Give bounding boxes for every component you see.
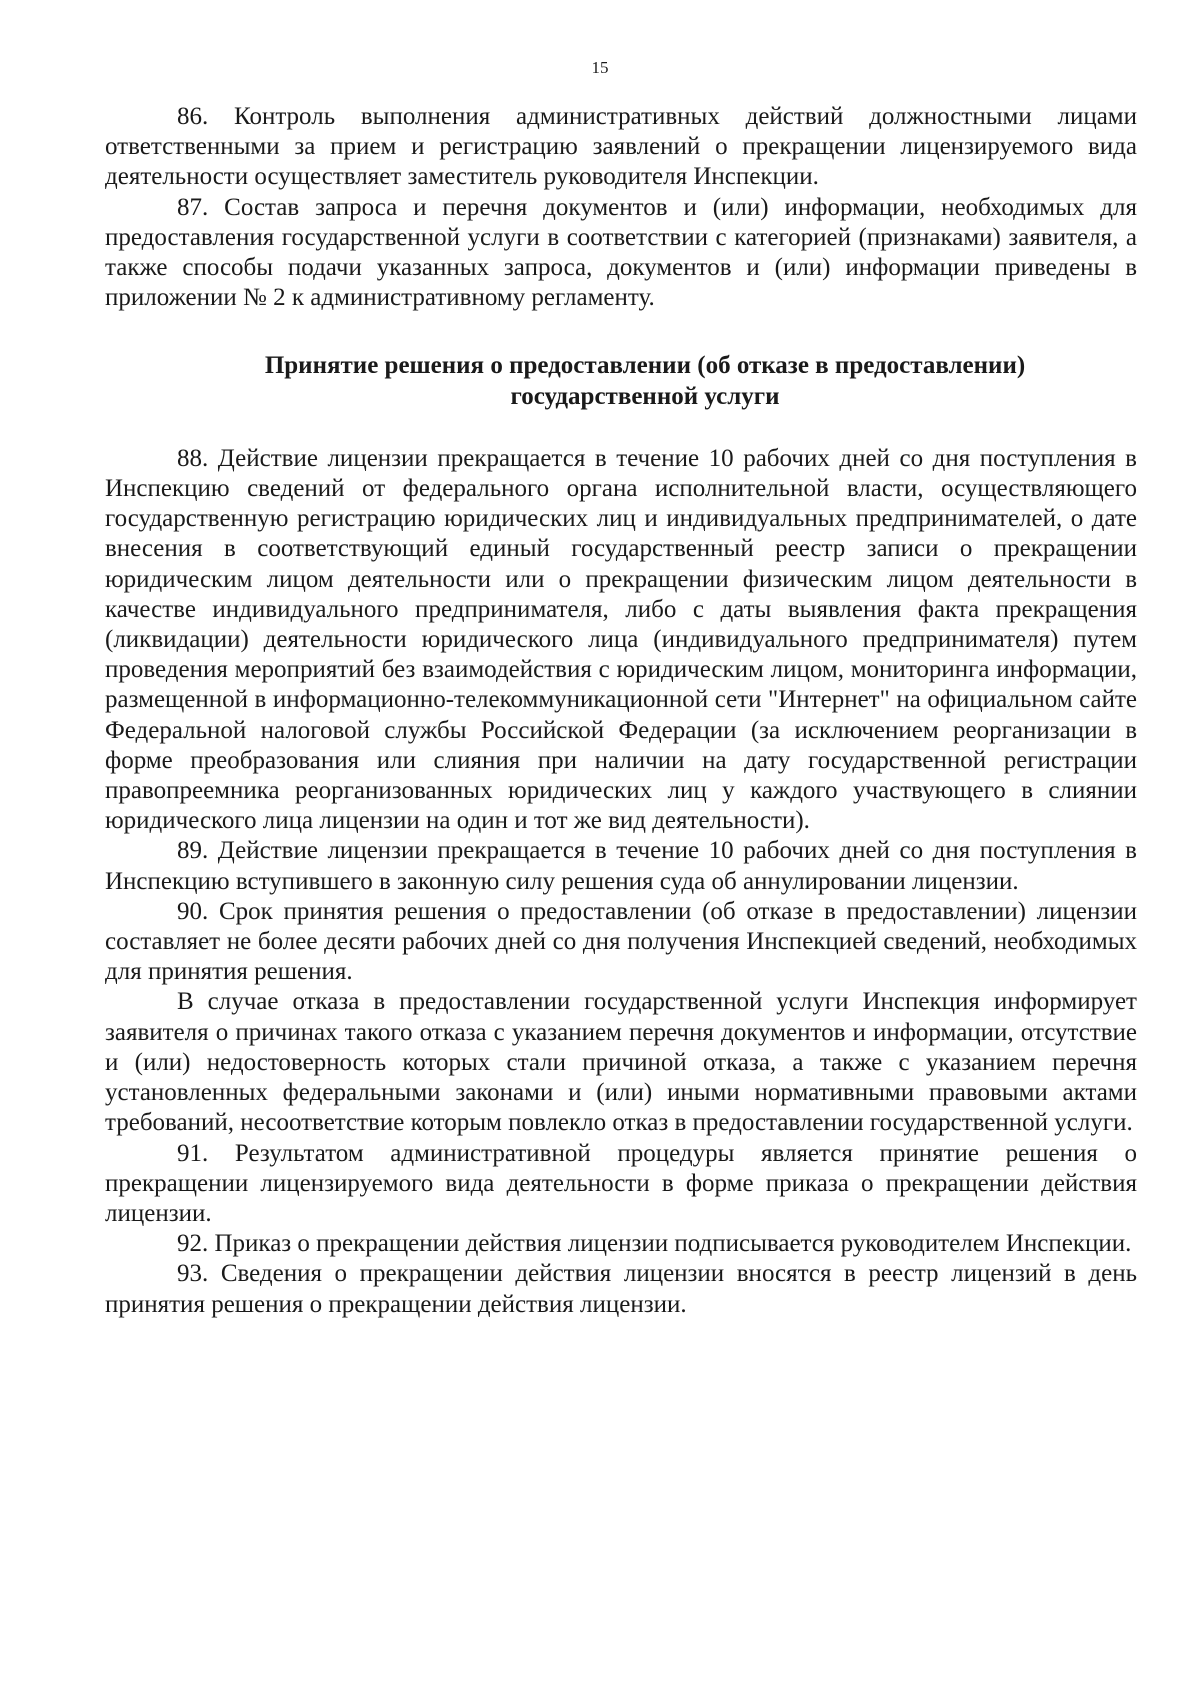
paragraph-92: 92. Приказ о прекращении действия лицензии подписывается руководителем Инспекции. <box>177 1230 1132 1258</box>
section-heading <box>105 351 1137 411</box>
paragraph-88: 88. Действие лицензии прекращается в течение 10 рабочих дней со дня поступления в Инспекцию сведений от федерального органа исполнительной власти, осуществляющего государственную регистрацию юридических лиц и индивидуальных предпринимателей, о дате внесения в соответствующий единый государственный реестр записи о прекращении юридическим лицом деятельности или о прекращении физическим лицом деятельности в качестве индивидуального предпринимателя, либо с даты выявления факта прекращения (ликвидации) деятельности юридического лица (индивидуального предпринимателя) путем проведения мероприятий без взаимодействия с юридическим лицом, мониторинга информации, размещенной в информационно-телекоммуникационной сети "Интернет" на официальном сайте Федеральной налоговой службы Российской Федерации (за исключением реорганизации в форме преобразования или слияния при наличии на дату государственной регистрации правопреемника реорганизованных юридических лиц у каждого участвующего в слиянии юридического лица лицензии на один и тот же вид деятельности). <box>105 444 1137 835</box>
paragraph-87: 87. Состав запроса и перечня документов и (или) информации, необходимых для предоставления государственной услуги в соответствии с категорией (признаками) заявителя, а также способы подачи указанных запроса, документов и (или) информации приведены в приложении № 2 к административному регламенту. <box>105 193 1137 312</box>
paragraph-91: 91. Результатом административной процедуры является принятие решения о прекращении лицензируемого вида деятельности в форме приказа о прекращении действия лицензии. <box>105 1139 1137 1227</box>
page-number: 15 <box>591 58 609 77</box>
document-body <box>105 102 1137 1320</box>
section-heading-line-2: государственной услуги <box>510 382 780 410</box>
paragraph-89: 89. Действие лицензии прекращается в течение 10 рабочих дней со дня поступления в Инспекцию вступившего в законную силу решения суда об аннулировании лицензии. <box>105 837 1137 895</box>
paragraph-86: 86. Контроль выполнения административных действий должностными лицами ответственными за прием и регистрацию заявлений о прекращении лицензируемого вида деятельности осуществляет заместитель руководителя Инспекции. <box>105 103 1137 191</box>
paragraph-90-refusal: В случае отказа в предоставлении государственной услуги Инспекция информирует заявителя о причинах такого отказа с указанием перечня документов и информации, отсутствие и (или) недостоверность которых стали причиной отказа, а также с указанием перечня установленных федеральными законами и (или) иными нормативными правовыми актами требований, несоответствие которым повлекло отказ в предоставлении государственной услуги. <box>105 988 1137 1137</box>
paragraph-93: 93. Сведения о прекращении действия лицензии вносятся в реестр лицензий в день принятия решения о прекращении действия лицензии. <box>105 1260 1137 1318</box>
section-heading-line-1: Принятие решения о предоставлении (об отказе в предоставлении) <box>264 352 1026 380</box>
paragraph-90: 90. Срок принятия решения о предоставлении (об отказе в предоставлении) лицензии составляет не более десяти рабочих дней со дня получения Инспекцией сведений, необходимых для принятия решения. <box>105 897 1137 986</box>
